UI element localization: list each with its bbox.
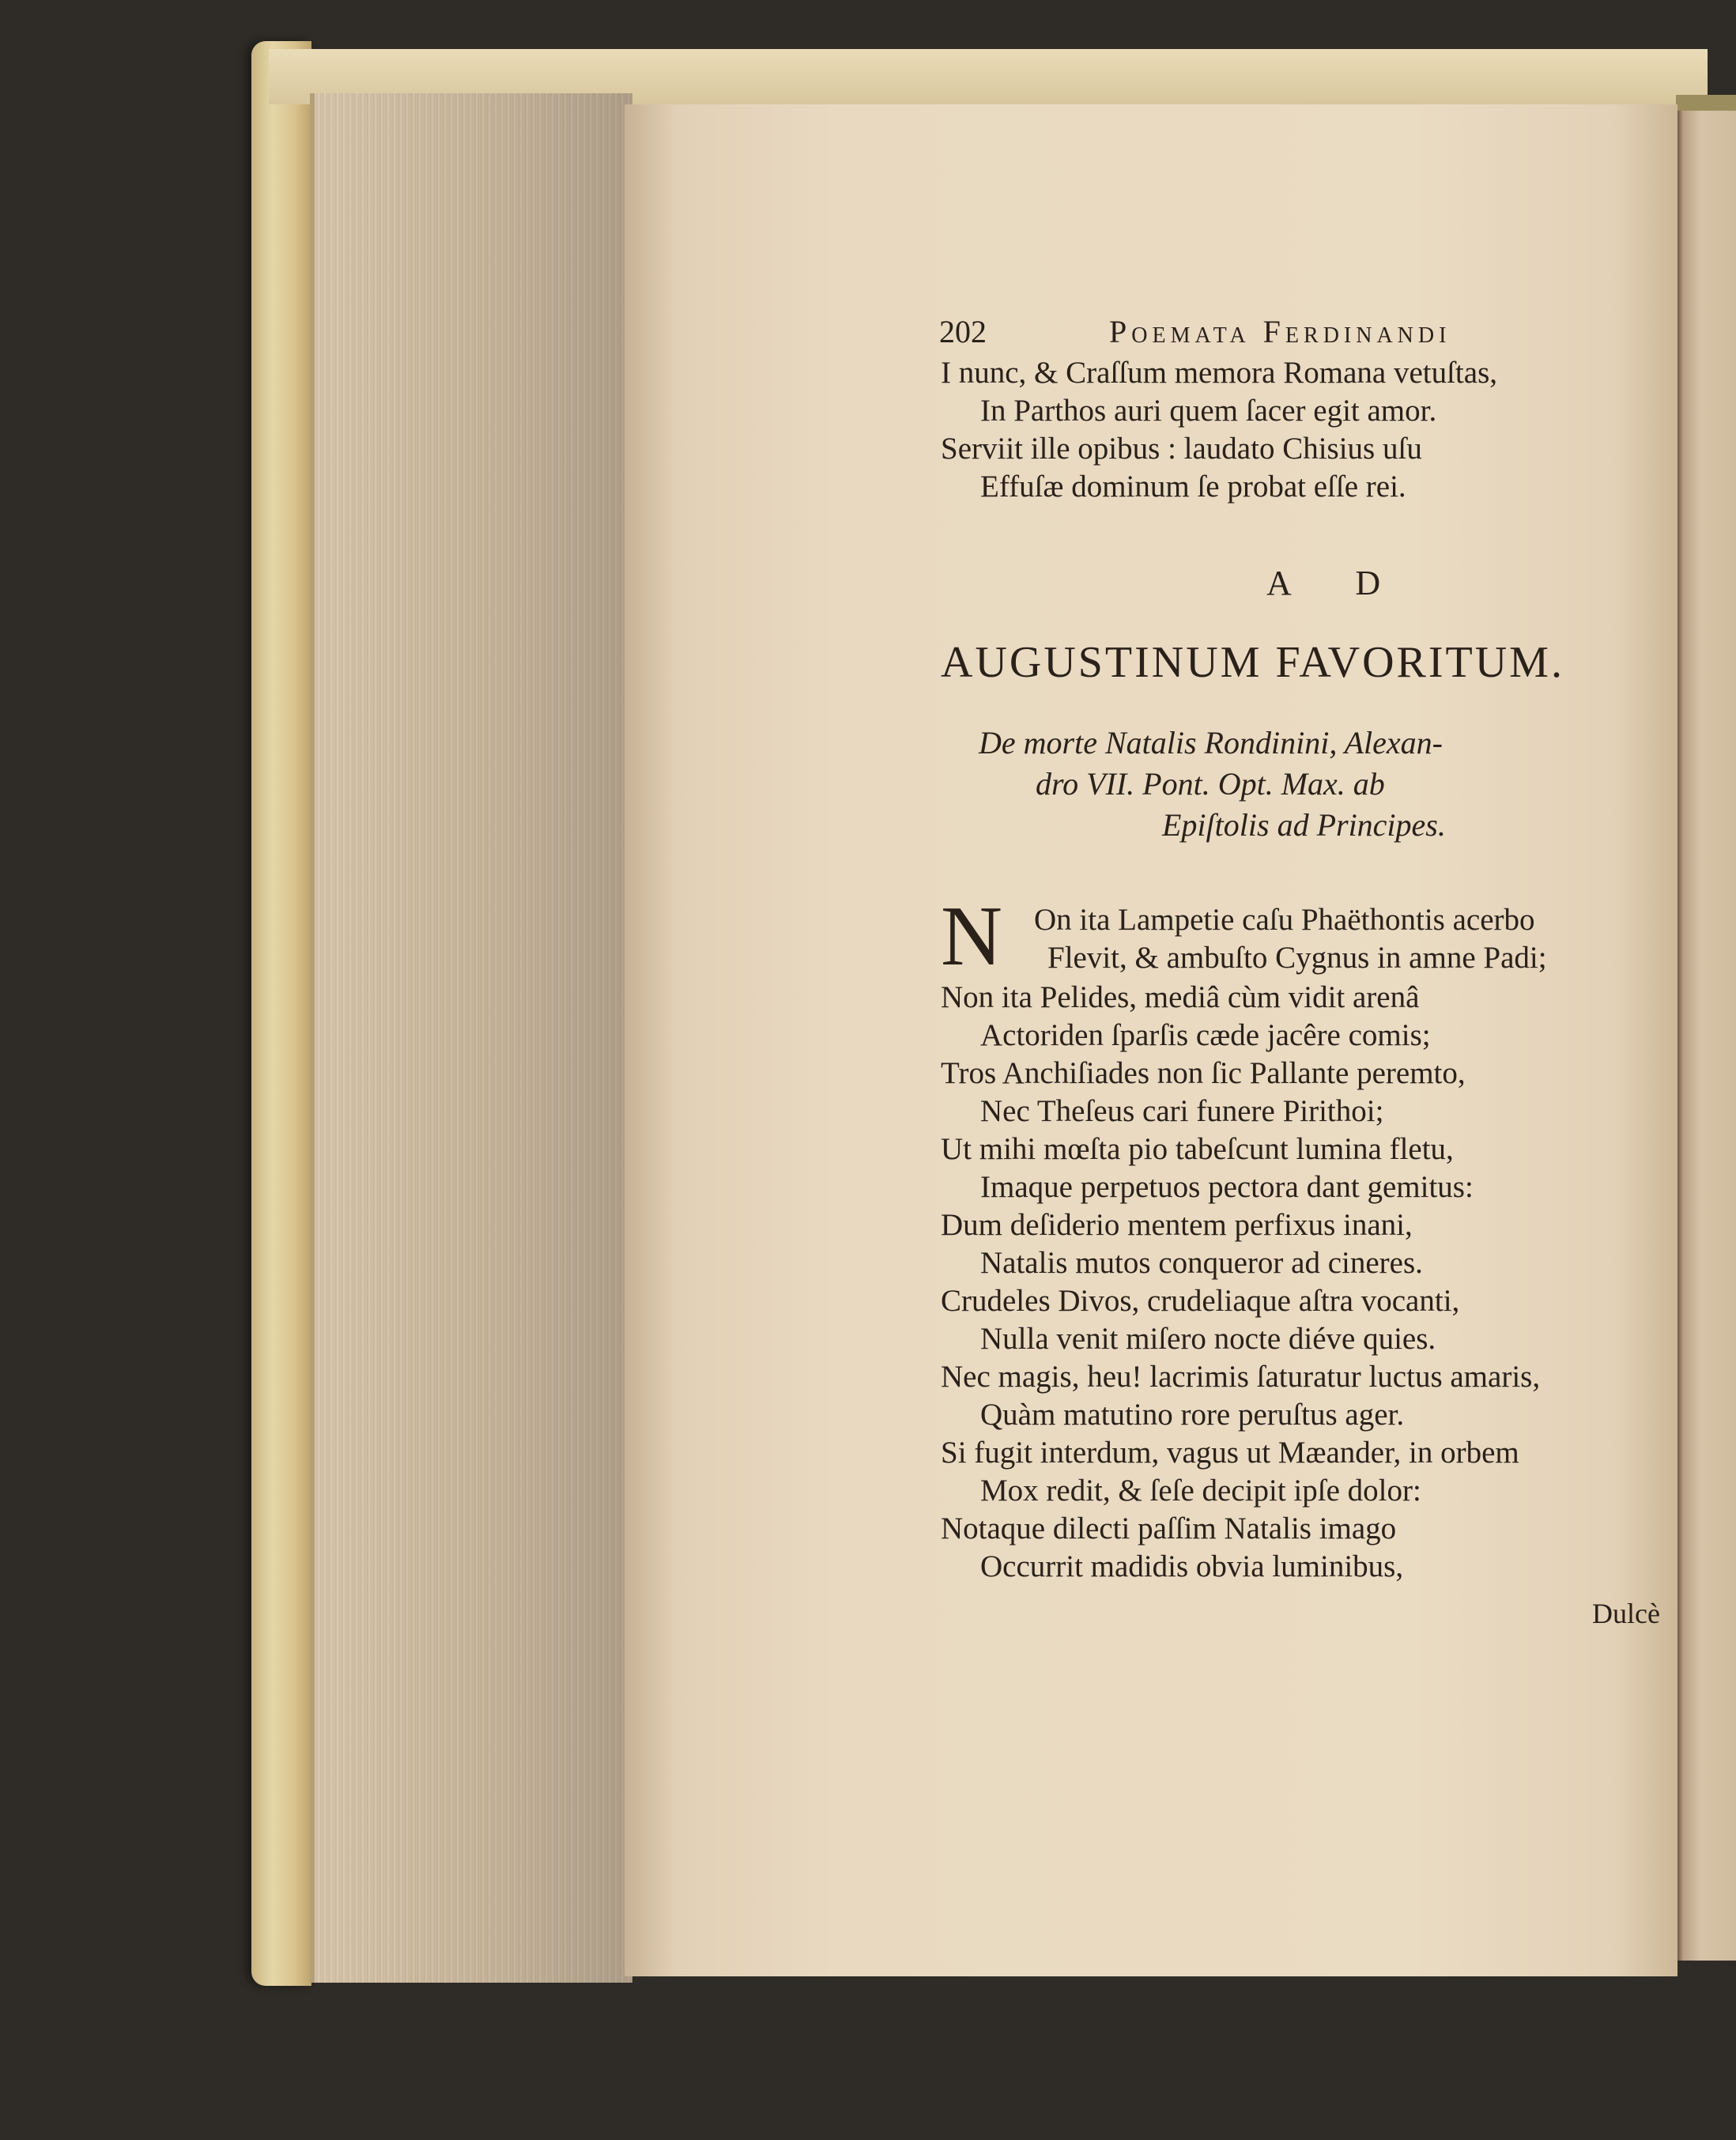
heading-title: AUGUSTINUM FAVORITUM.: [941, 638, 1564, 687]
poem-line: Nec Theſeus cari funere Pirithoi;: [980, 1094, 1384, 1128]
running-title: Poemata Ferdinandi: [1109, 314, 1451, 349]
poem-line: Notaque dilecti paſſim Natalis imago: [941, 1512, 1397, 1546]
verse-line: Effuſæ dominum ſe probat eſſe rei.: [980, 470, 1406, 504]
poem-line: Occurrit madidis obvia luminibus,: [980, 1549, 1404, 1583]
catchword: Dulcè: [1592, 1598, 1660, 1629]
poem-line: Actoriden ſparſis cæde jacêre comis;: [980, 1018, 1431, 1052]
poem-line: Nec magis, heu! lacrimis ſaturatur luctus amaris,: [941, 1360, 1541, 1394]
drop-cap: N: [941, 889, 1002, 983]
verse-line: I nunc, & Craſſum memora Romana vetuſtas,: [941, 356, 1497, 390]
poem-line: Imaque perpetuos pectora dant gemitus:: [980, 1170, 1474, 1204]
poem-line: Quàm matutino rore peruſtus ager.: [980, 1398, 1405, 1432]
poem-line: Ut mihi mœſta pio tabeſcunt lumina fletu,: [941, 1132, 1454, 1166]
poem-line: Tros Anchiſiades non ſic Pallante peremto,: [941, 1056, 1466, 1090]
subtitle-line: De morte Natalis Rondinini, Alexan-: [979, 725, 1443, 761]
facing-page-edge: [1678, 111, 1736, 1961]
poem-line: Si fugit interdum, vagus ut Mæander, in orbem: [941, 1436, 1519, 1470]
folio-number: 202: [939, 314, 987, 349]
poem-line: Nulla venit miſero nocte diéve quies.: [980, 1322, 1436, 1356]
poem-line: Non ita Pelides, mediâ cùm vidit arenâ: [941, 980, 1420, 1014]
subtitle-line: dro VII. Pont. Opt. Max. ab: [1036, 766, 1385, 802]
heading-ad: A D: [1266, 564, 1410, 602]
verse-line: Serviit ille opibus : laudato Chisius uſu: [941, 432, 1422, 466]
poem-line: Dum deſiderio mentem perfixus inani,: [941, 1208, 1413, 1242]
poem-line: Mox redit, & ſeſe decipit ipſe dolor:: [980, 1474, 1421, 1508]
poem-line: Flevit, & ambuſto Cygnus in amne Padi;: [1047, 941, 1547, 975]
page-block-edges: [310, 93, 632, 1983]
subtitle-line: Epiſtolis ad Principes.: [1162, 807, 1446, 843]
vellum-binding: [251, 41, 311, 1986]
verse-line: In Parthos auri quem ſacer egit amor.: [980, 394, 1437, 428]
poem-line: Crudeles Divos, crudeliaque aſtra vocanti,: [941, 1284, 1460, 1318]
poem-line: Natalis mutos conqueror ad cineres.: [980, 1246, 1423, 1280]
poem-line: On ita Lampetie caſu Phaëthontis acerbo: [1034, 903, 1535, 937]
